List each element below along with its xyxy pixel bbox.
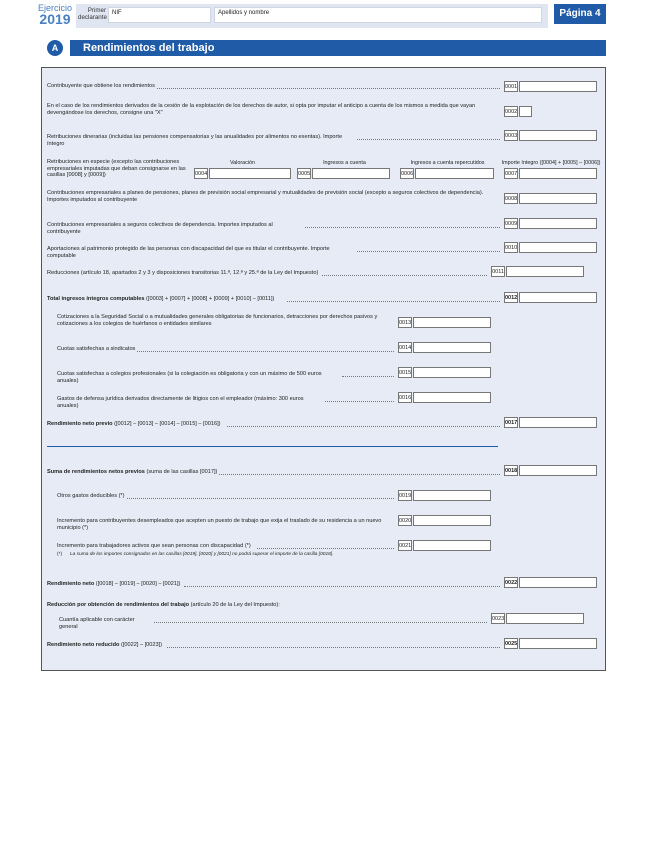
code-0001: 0001 (504, 81, 518, 92)
leader-dots (305, 227, 500, 228)
label-0018: Suma de rendimientos netos previos (47, 469, 145, 475)
formula-0022: ([0018] – [0019] – [0020] – [0021]) (94, 581, 181, 587)
leader-dots (257, 548, 394, 549)
field-0019[interactable] (413, 490, 491, 501)
leader-dots (127, 498, 394, 499)
code-0012: 0012 (504, 292, 518, 303)
formula-0018: (suma de las casillas [0017]) (144, 469, 218, 475)
label-0016: Gastos de defensa jurídica derivados directamente de litigios con el empleador (máximo: 300 euros anuales) (57, 396, 304, 409)
col-ingresos-cuenta: Ingresos a cuenta (323, 160, 366, 166)
formula-0025: ([0022] – [0023]) (119, 642, 163, 648)
field-0008[interactable] (519, 193, 597, 204)
section-title: Rendimientos del trabajo (70, 40, 606, 56)
section-letter-badge: A (47, 40, 63, 56)
code-0015: 0015 (398, 367, 412, 378)
field-0023[interactable] (506, 613, 584, 624)
checkbox-0002[interactable] (519, 106, 532, 117)
code-0014: 0014 (398, 342, 412, 353)
field-0016[interactable] (413, 392, 491, 403)
code-0020: 0020 (398, 515, 412, 526)
label-0013: Cotizaciones a la Seguridad Social o a mutualidades generales obligatorias de funcionarios, detracciones por derechos pasivos y cotizaciones a los colegios de huérfanos o entidades similares (57, 314, 378, 327)
code-0002: 0002 (504, 106, 518, 117)
label-0023: Cuantía aplicable con carácter general (59, 617, 135, 630)
formula-0012: ([0003] + [0007] + [0008] + [0009] + [0010] – [0011]) (144, 296, 275, 302)
field-0017[interactable] (519, 417, 597, 428)
code-0022: 0022 (504, 577, 518, 588)
label-0019: Otros gastos deducibles (*) (57, 493, 125, 499)
code-0013: 0013 (398, 317, 412, 328)
leader-dots (287, 301, 500, 302)
heading-reduccion: Reducción por obtención de rendimientos del trabajo (47, 602, 190, 608)
code-0025: 0025 (504, 638, 518, 649)
label-0025: Rendimiento neto reducido (47, 642, 120, 648)
footnote-mark: (*) (57, 552, 63, 557)
col-valoracion: Valoración (229, 160, 256, 166)
code-0009: 0009 (504, 218, 518, 229)
page-number-badge: Página 4 (554, 4, 606, 24)
code-0023: 0023 (491, 613, 505, 624)
field-0007[interactable] (519, 168, 597, 179)
code-0004: 0004 (194, 168, 208, 179)
code-0010: 0010 (504, 242, 518, 253)
field-0018[interactable] (519, 465, 597, 476)
code-0021: 0021 (398, 540, 412, 551)
field-0009[interactable] (519, 218, 597, 229)
field-0014[interactable] (413, 342, 491, 353)
ejercicio-year: 2019 (39, 11, 71, 27)
label-0002: En el caso de los rendimientos derivados de la cesión de la explotación de los derechos de autor, si opta por imputar el anticipo a cuenta de los mismos a medida que vayan devengándose los derechos, consigne una "X" (47, 103, 476, 116)
field-0006[interactable] (415, 168, 494, 179)
leader-dots (342, 376, 394, 377)
label-0003: Retribuciones dinerarias (incluidas las pensiones compensatorias y las anualidades por alimentos no exentas). Importe íntegro (47, 134, 343, 147)
field-0020[interactable] (413, 515, 491, 526)
code-0005: 0005 (297, 168, 311, 179)
leader-dots (137, 351, 394, 352)
label-0011: Reducciones (artículo 18, apartados 2 y 3 y disposiciones transitorias 11.ª, 12.ª y 25.ª de la Ley del Impuesto) (47, 270, 319, 276)
col-importe-integro: Importe íntegro ([0004] + [0005] – [0006]) (501, 160, 601, 166)
leader-dots (219, 474, 500, 475)
code-0017: 0017 (504, 417, 518, 428)
col-ingresos-repercutidos: Ingresos a cuenta repercutidos (410, 160, 485, 166)
leader-dots (167, 647, 500, 648)
section-divider (47, 446, 498, 447)
label-0008: Contribuciones empresariales a planes de pensiones, planes de previsión social empresarial y mutualidades de previsión social (excepto a seguros colectivos de dependencia). Importes imputados al contribuyente (47, 190, 484, 203)
leader-dots (157, 88, 500, 89)
field-0001[interactable] (519, 81, 597, 92)
label-0001: Contribuyente que obtiene los rendimientos (47, 83, 155, 89)
leader-dots (184, 586, 500, 587)
label-0020: Incremento para contribuyentes desempleados que acepten un puesto de trabajo que exija el traslado de su residencia a un nuevo municipio (*) (57, 518, 382, 531)
footnote-text: La suma de los importes consignados en las casillas [0019], [0020] y [0021] no podrá superar el importe de la casilla [0018]. (70, 552, 334, 557)
field-0021[interactable] (413, 540, 491, 551)
code-0011: 0011 (491, 266, 505, 277)
label-0004: Retribuciones en especie (excepto las contribuciones empresariales imputadas que deban consignarse en las casillas [0008] y [0009]) (47, 159, 186, 179)
leader-dots (322, 275, 487, 276)
field-0004[interactable] (209, 168, 291, 179)
code-0016: 0016 (398, 392, 412, 403)
primer-declarante-label: Primer declarante (78, 7, 107, 21)
label-0017: Rendimiento neto previo (47, 421, 113, 427)
label-0010: Aportaciones al patrimonio protegido de las personas con discapacidad del que es titular el contribuyente. Importe computable (47, 246, 330, 259)
code-0018: 0018 (504, 465, 518, 476)
leader-dots (154, 622, 487, 623)
nif-field[interactable]: NIF (108, 7, 211, 23)
label-0022: Rendimiento neto (47, 581, 95, 587)
formula-0017: ([0012] – [0013] – [0014] – [0015] – [0016]) (112, 421, 221, 427)
field-0022[interactable] (519, 577, 597, 588)
code-0019: 0019 (398, 490, 412, 501)
label-0021: Incremento para trabajadores activos que sean personas con discapacidad (*) (57, 543, 251, 549)
label-0014: Cuotas satisfechas a sindicatos (57, 346, 136, 352)
label-0012: Total ingresos íntegros computables (47, 296, 145, 302)
name-field[interactable]: Apellidos y nombre (214, 7, 542, 23)
leader-dots (357, 251, 500, 252)
code-0006: 0006 (400, 168, 414, 179)
field-0012[interactable] (519, 292, 597, 303)
field-0003[interactable] (519, 130, 597, 141)
ejercicio-label: Ejercicio (38, 3, 73, 13)
leader-dots (325, 401, 394, 402)
field-0005[interactable] (312, 168, 390, 179)
field-0015[interactable] (413, 367, 491, 378)
code-0007: 0007 (504, 168, 518, 179)
code-0008: 0008 (504, 193, 518, 204)
label-0009: Contribuciones empresariales a seguros colectivos de dependencia. Importes imputados al contribuyente (47, 222, 273, 235)
field-0013[interactable] (413, 317, 491, 328)
leader-dots (227, 426, 500, 427)
label-0015: Cuotas satisfechas a colegios profesionales (si la colegiación es obligatoria y con un máximo de 500 euros anuales) (57, 371, 322, 384)
field-0011[interactable] (506, 266, 584, 277)
code-0003: 0003 (504, 130, 518, 141)
heading-reduccion-ref: (artículo 20 de la Ley del Impuesto): (189, 602, 280, 608)
field-0025[interactable] (519, 638, 597, 649)
field-0010[interactable] (519, 242, 597, 253)
leader-dots (357, 139, 500, 140)
